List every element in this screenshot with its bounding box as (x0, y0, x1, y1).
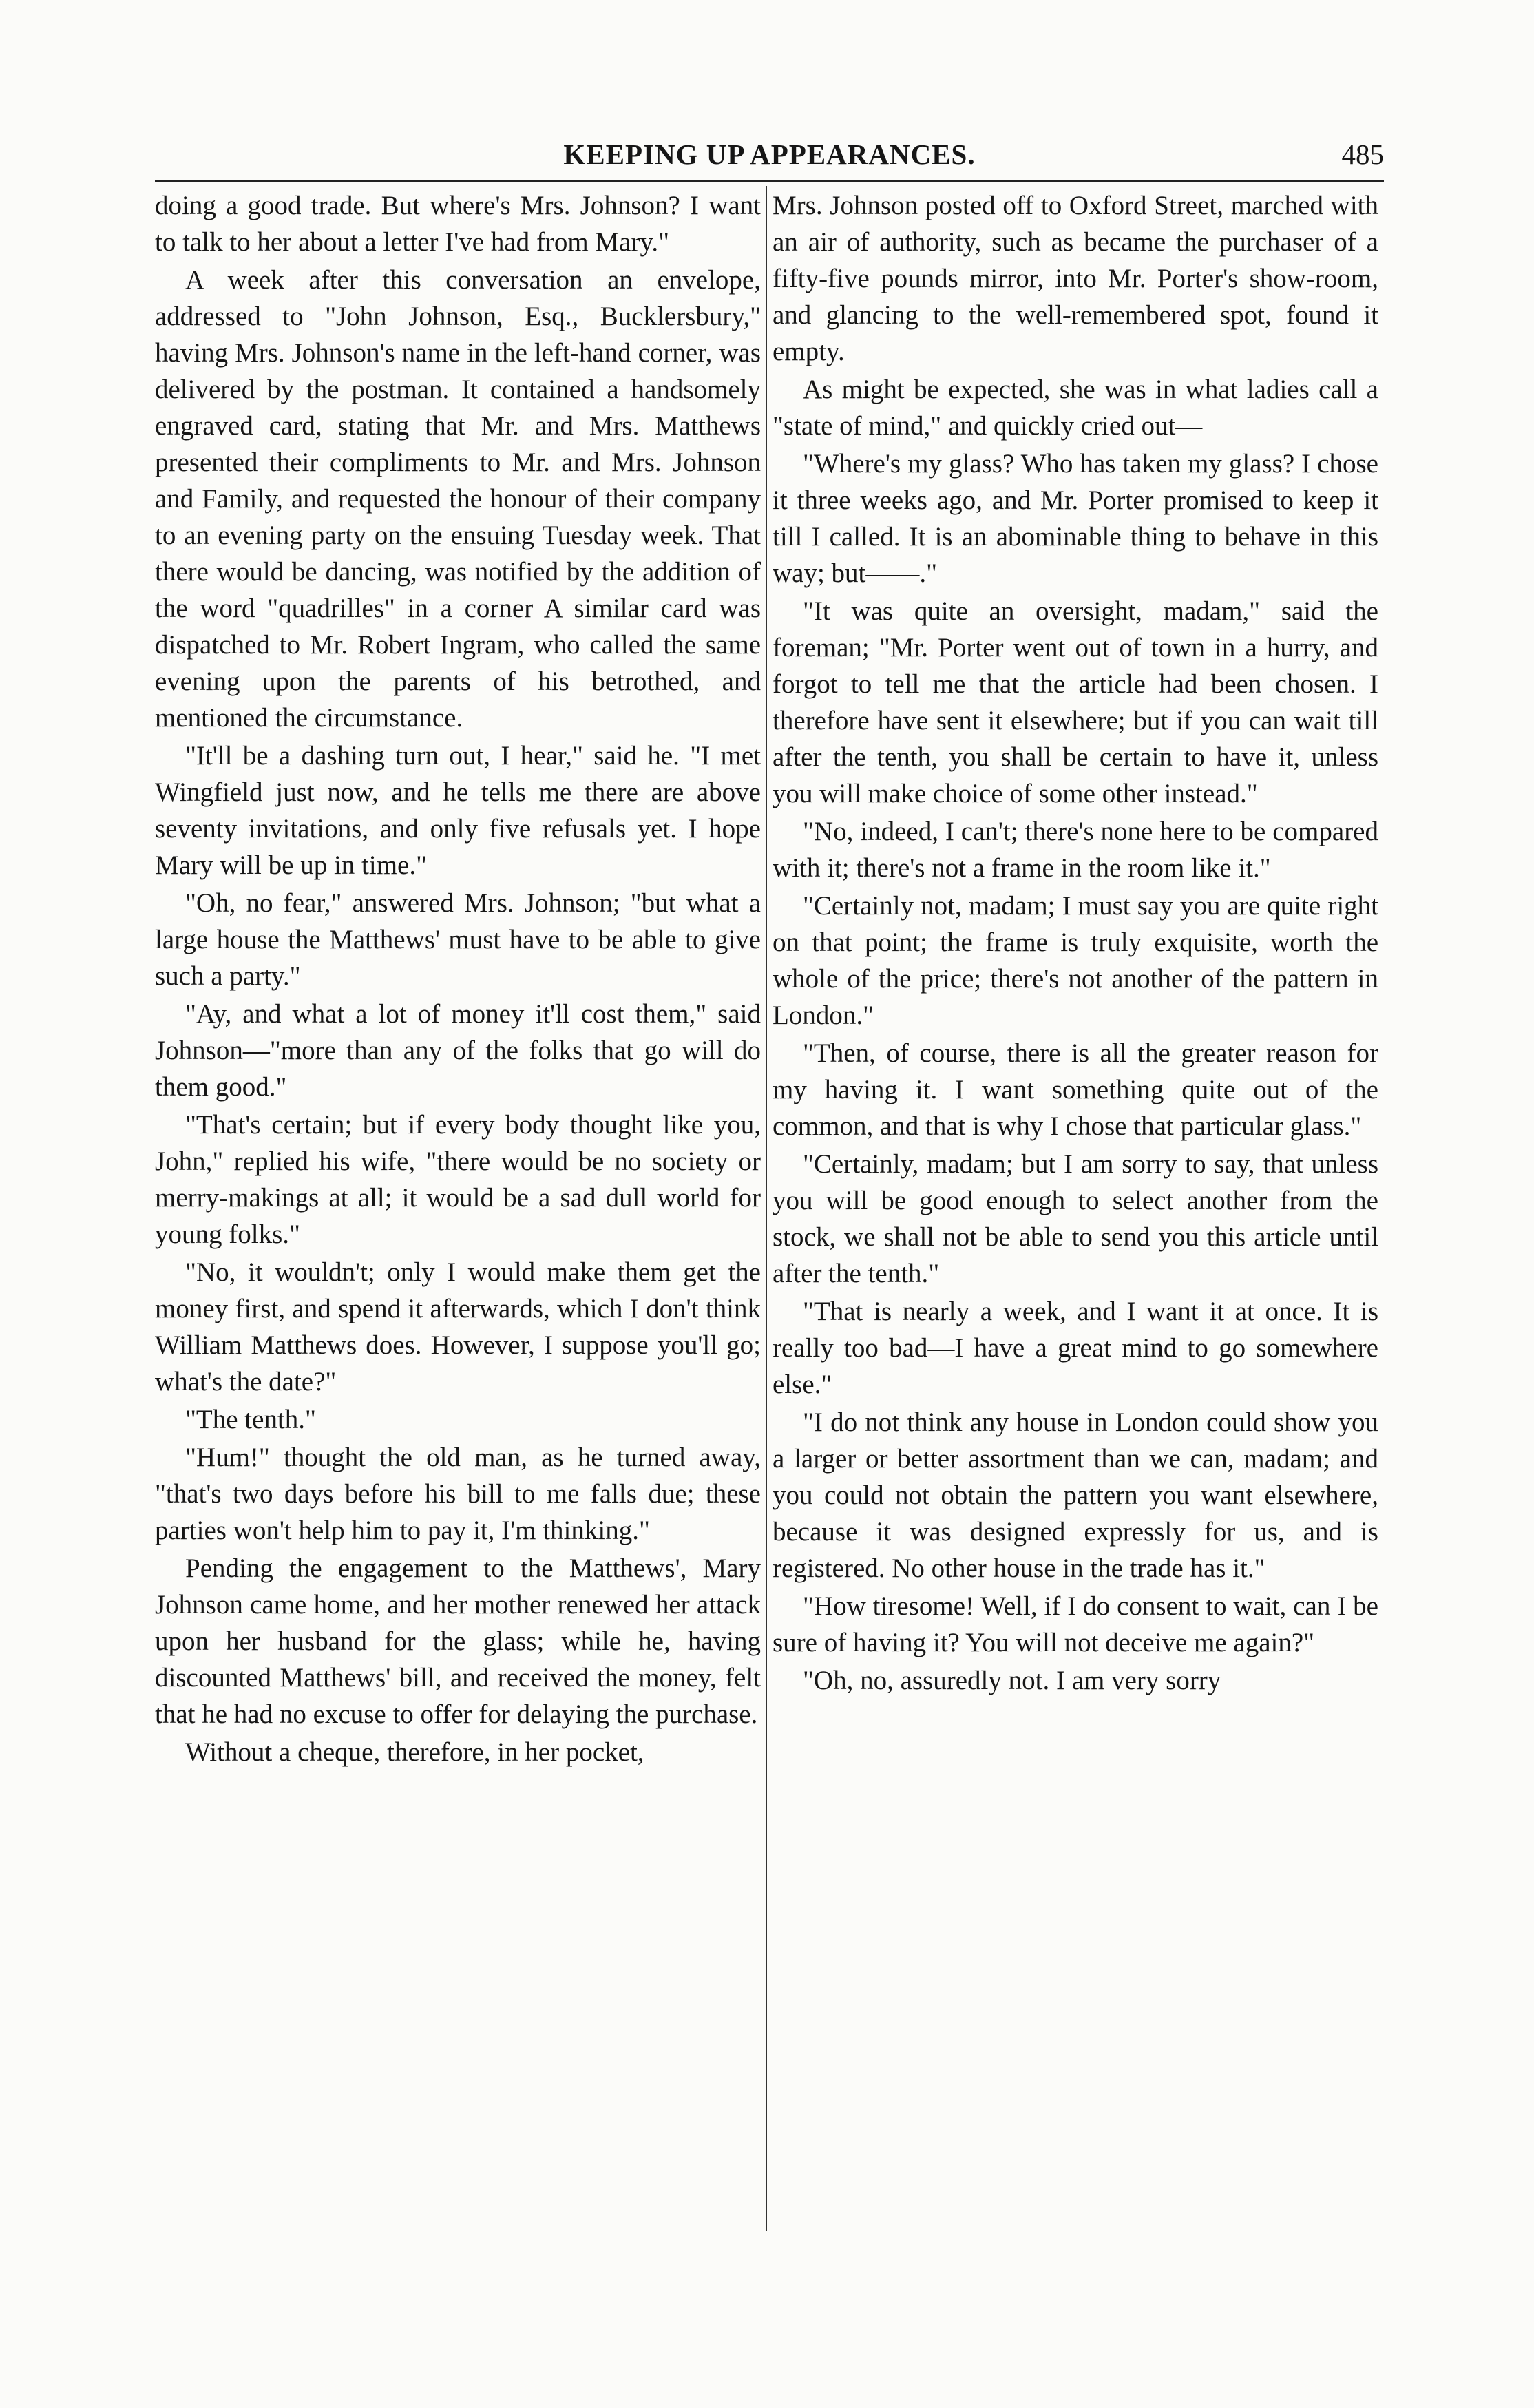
paragraph: "Where's my glass? Who has taken my glass? I chose it three weeks ago, and Mr. Porter promised to keep it till I called. It is an abominable thing to behave in this way; but——." (773, 449, 1378, 588)
paragraph: Without a cheque, therefore, in her pocket, (185, 1737, 644, 1767)
paragraph: A week after this conversation an envelope, addressed to "John Johnson, Esq., Bucklersbury," having Mrs. Johnson's name in the left-hand corner, was delivered by the postman. It contained a handsomely engraved card, stating that Mr. and Mrs. Matthews presented their compliments to Mr. and Mrs. Johnson and Family, and requested the honour of their company to an evening party on the ensuing Tuesday week. That there would be dancing, was notified by the addition of the word "quadrilles" in a corner A similar card was dispatched to Mr. Robert Ingram, who called the same evening upon the parents of his betrothed, and mentioned the circumstance. (155, 265, 761, 733)
paragraph: Mrs. Johnson posted off to Oxford Street, marched with an air of authority, such as became the purchaser of a fifty-five pounds mirror, into Mr. Porter's show-room, and glancing to the well-remembered spot, found it empty. (773, 191, 1378, 366)
paragraph: "It was quite an oversight, madam," said the foreman; "Mr. Porter went out of town in a hurry, and forgot to tell me that the article had been chosen. I therefore have sent it elsewhere; but if you can wait till after the tenth, you shall be certain to have it, unless you will make choice of some other instead." (773, 596, 1378, 808)
paragraph: "It'll be a dashing turn out, I hear," said he. "I met Wingfield just now, and he tells me there are above seventy invitations, and only five refusals yet. I hope Mary will be up in time." (155, 741, 761, 880)
paragraph: "How tiresome! Well, if I do consent to wait, can I be sure of having it? You will not deceive me again?" (773, 1591, 1378, 1657)
page-number: 485 (1341, 138, 1384, 170)
paragraph: "That's certain; but if every body thought like you, John," replied his wife, "there would be no society or merry-makings at all; it would be a sad dull world for young folks." (155, 1110, 761, 1249)
page-header (155, 138, 1384, 179)
paragraph: "No, indeed, I can't; there's none here to be compared with it; there's not a frame in the room like it." (773, 817, 1378, 883)
running-title: KEEPING UP APPEARANCES. (563, 138, 976, 170)
paragraph: "Oh, no fear," answered Mrs. Johnson; "but what a large house the Matthews' must have to be able to give such a party." (155, 888, 761, 991)
paragraph: "Oh, no, assuredly not. I am very sorry (803, 1666, 1221, 1695)
header-rule (155, 180, 1384, 182)
paragraph: As might be expected, she was in what ladies call a "state of mind," and quickly cried out— (773, 375, 1378, 441)
left-column (155, 187, 761, 1772)
paragraph: "Hum!" thought the old man, as he turned away, "that's two days before his bill to me falls due; these parties won't help him to pay it, I'm thinking." (155, 1443, 761, 1545)
paragraph: "Certainly, madam; but I am sorry to say, that unless you will be good enough to select another from the stock, we shall not be able to send you this article until after the tenth." (773, 1149, 1378, 1288)
column-divider (766, 186, 767, 2231)
paragraph: "I do not think any house in London could show you a larger or better assortment than we can, madam; and you could not obtain the pattern you want elsewhere, because it was designed expressly for us, and is registered. No other house in the trade has it." (773, 1407, 1378, 1583)
paragraph: "Certainly not, madam; I must say you are quite right on that point; the frame is truly exquisite, worth the whole of the price; there's not another of the pattern in London." (773, 891, 1378, 1030)
paragraph: "No, it wouldn't; only I would make them get the money first, and spend it afterwards, which I don't think William Matthews does. However, I suppose you'll go; what's the date?" (155, 1257, 761, 1396)
paragraph: Pending the engagement to the Matthews', Mary Johnson came home, and her mother renewed her attack upon her husband for the glass; while he, having discounted Matthews' bill, and received the money, felt that he had no excuse to offer for delaying the purchase. (155, 1553, 761, 1729)
paragraph: doing a good trade. But where's Mrs. Johnson? I want to talk to her about a letter I've had from Mary." (155, 191, 761, 257)
paragraph: "That is nearly a week, and I want it at once. It is really too bad—I have a great mind to go somewhere else." (773, 1297, 1378, 1399)
paragraph: "Then, of course, there is all the greater reason for my having it. I want something quite out of the common, and that is why I chose that particular glass." (773, 1038, 1378, 1141)
paragraph: "Ay, and what a lot of money it'll cost them," said Johnson—"more than any of the folks that go will do them good." (155, 999, 761, 1102)
paragraph: "The tenth." (185, 1405, 316, 1434)
right-column (773, 187, 1378, 1700)
